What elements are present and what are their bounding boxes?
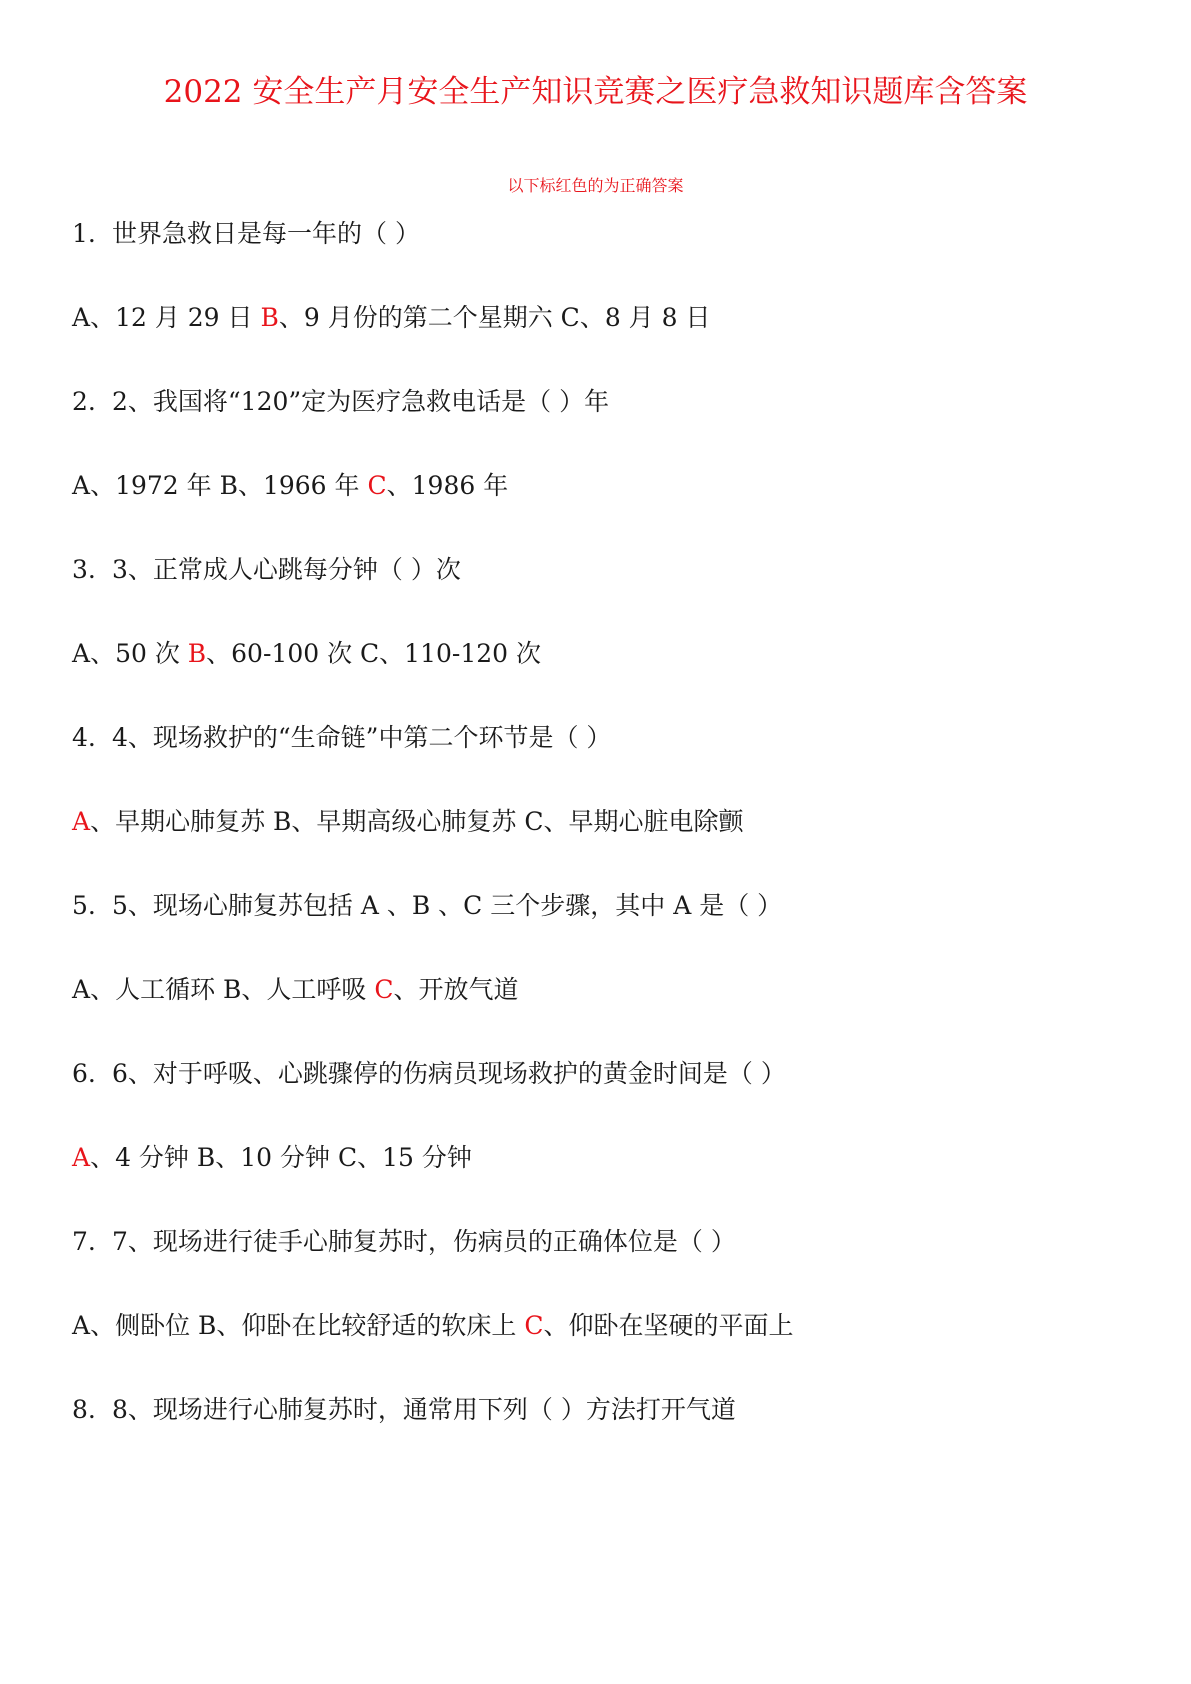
question-number: 4.: [72, 723, 96, 752]
option-a-text: 、1972 年: [90, 471, 220, 500]
option-a-text: 、4 分钟: [90, 1143, 197, 1172]
option-b-label: B: [260, 303, 279, 332]
question-4-options: [72, 806, 744, 838]
option-b-text: 、9 月份的第二个星期六: [278, 303, 561, 332]
option-a-text: 、50 次: [90, 639, 188, 668]
question-number: 3.: [72, 555, 96, 584]
question-text: 6、对于呼吸、心跳骤停的伤病员现场救护的黄金时间是（ ）: [112, 1059, 786, 1088]
option-a-text: 、12 月 29 日: [90, 303, 261, 332]
question-number: 5.: [72, 891, 96, 920]
option-c-label: C: [367, 471, 387, 500]
question-5: [72, 890, 782, 922]
option-b-label: B: [273, 807, 292, 836]
option-a-text: 、人工循环: [90, 975, 224, 1004]
question-text: 2、我国将“120”定为医疗急救电话是（ ）年: [112, 387, 610, 416]
option-c-text: 、1986 年: [386, 471, 509, 500]
option-b-text: 、早期高级心肺复苏: [291, 807, 525, 836]
question-1-options: [72, 302, 710, 334]
option-b-text: 、60-100 次: [206, 639, 361, 668]
question-3-options: [72, 638, 541, 670]
question-7: [72, 1226, 736, 1258]
option-b-text: 、人工呼吸: [241, 975, 375, 1004]
option-a-label: A: [72, 639, 91, 668]
question-8: [72, 1394, 736, 1426]
option-a-label: A: [72, 1143, 91, 1172]
option-a-label: A: [72, 975, 91, 1004]
option-c-label: C: [360, 639, 380, 668]
document-title: 2022 安全生产月安全生产知识竞赛之医疗急救知识题库含答案: [163, 74, 1028, 110]
option-c-label: C: [524, 807, 544, 836]
question-number: 1.: [72, 219, 96, 248]
question-number: 2.: [72, 387, 96, 416]
option-b-text: 、1966 年: [237, 471, 368, 500]
document-subtitle: 以下标红色的为正确答案: [507, 176, 684, 195]
option-a-label: A: [72, 303, 91, 332]
option-c-label: C: [337, 1143, 358, 1172]
question-4: [72, 722, 611, 754]
question-text: 3、正常成人心跳每分钟（ ）次: [112, 555, 461, 584]
question-7-options: [72, 1310, 794, 1342]
option-c-label: C: [560, 303, 580, 332]
question-number: 8.: [72, 1395, 96, 1424]
option-a-label: A: [72, 807, 91, 836]
option-b-label: B: [198, 1311, 217, 1340]
question-2: [72, 386, 609, 418]
question-text: 7、现场进行徒手心肺复苏时，伤病员的正确体位是（ ）: [112, 1227, 736, 1256]
option-a-label: A: [72, 1311, 91, 1340]
option-a-text: 、侧卧位: [90, 1311, 199, 1340]
question-number: 7.: [72, 1227, 96, 1256]
question-3: [72, 554, 461, 586]
question-text: 4、现场救护的“生命链”中第二个环节是（ ）: [112, 723, 612, 752]
option-b-label: B: [187, 639, 207, 668]
option-b-label: B: [223, 975, 242, 1004]
question-6-options: [72, 1142, 472, 1174]
question-text: 8、现场进行心肺复苏时，通常用下列（ ）方法打开气道: [112, 1395, 736, 1424]
question-text: 5、现场心肺复苏包括 A 、B 、C 三个步骤，其中 A 是（ ）: [112, 891, 783, 920]
question-1: [72, 218, 420, 250]
question-5-options: [72, 974, 519, 1006]
option-c-text: 、早期心脏电除颤: [543, 807, 744, 836]
option-a-text: 、早期心肺复苏: [90, 807, 274, 836]
option-c-text: 、开放气道: [393, 975, 519, 1004]
option-c-text: 、8 月 8 日: [579, 303, 711, 332]
question-2-options: [72, 470, 508, 502]
option-a-label: A: [72, 471, 91, 500]
option-c-label: C: [524, 1311, 544, 1340]
option-b-label: B: [196, 1143, 216, 1172]
option-c-text: 、15 分钟: [357, 1143, 472, 1172]
option-c-label: C: [374, 975, 394, 1004]
option-b-label: B: [219, 471, 238, 500]
question-text: 世界急救日是每一年的（ ）: [112, 219, 420, 248]
question-number: 6.: [72, 1059, 96, 1088]
question-6: [72, 1058, 786, 1090]
option-b-text: 、仰卧在比较舒适的软床上: [216, 1311, 525, 1340]
option-c-text: 、仰卧在坚硬的平面上: [543, 1311, 794, 1340]
option-b-text: 、10 分钟: [215, 1143, 338, 1172]
option-c-text: 、110-120 次: [379, 639, 542, 668]
